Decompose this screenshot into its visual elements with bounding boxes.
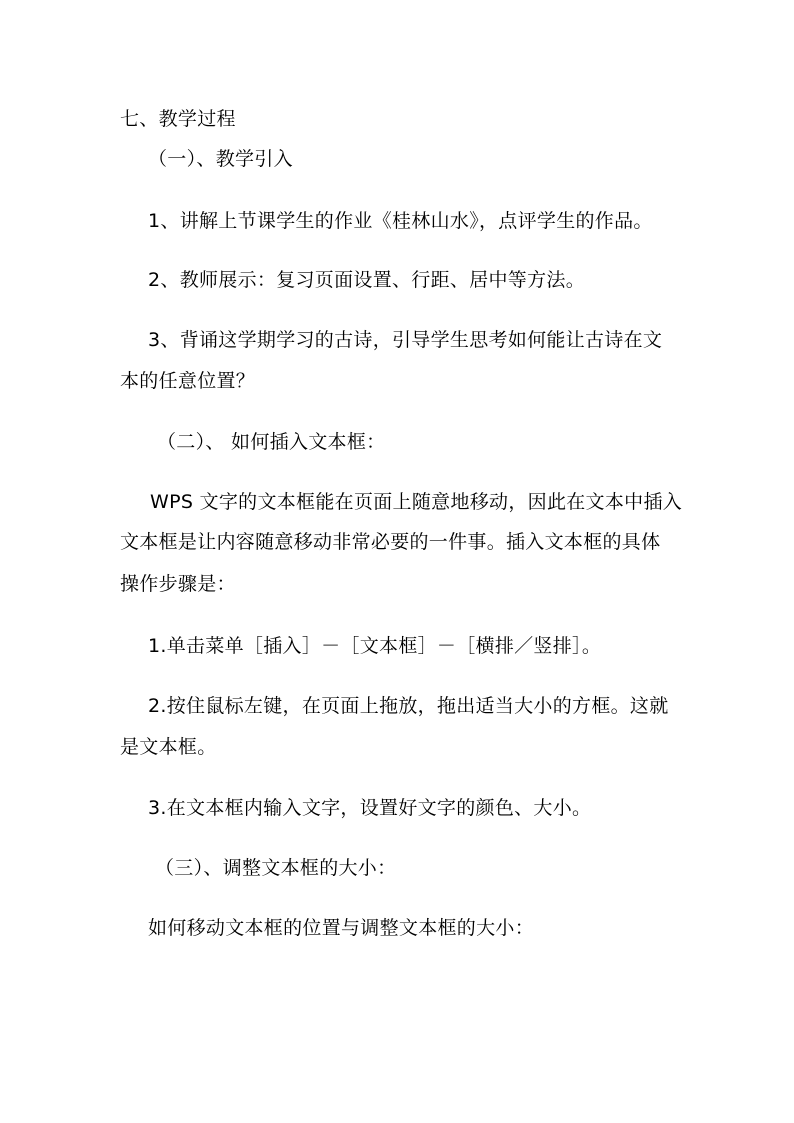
section2-intro-line-3: 操作步骤是： <box>120 573 236 595</box>
section2-intro-line-1: WPS 文字的文本框能在页面上随意地移动，因此在文本中插入 <box>150 491 683 513</box>
section1-item-3-continuation: 本的任意位置？ <box>120 370 256 392</box>
section2-title: （二）、 如何插入文本框： <box>157 431 386 453</box>
section1-item-3: 3、背诵这学期学习的古诗，引导学生思考如何能让古诗在文 <box>148 329 663 351</box>
section1-title: （一）、教学引入 <box>148 148 293 170</box>
section2-step-2-continuation: 是文本框。 <box>120 736 217 758</box>
section1-item-2: 2、教师展示：复习页面设置、行距、居中等方法。 <box>148 269 585 291</box>
section2-step-3: 3.在文本框内输入文字，设置好文字的颜色、大小。 <box>148 797 592 819</box>
section2-step-1: 1.单击菜单［插入］－［文本框］－［横排／竖排］。 <box>148 635 602 657</box>
section3-text: 如何移动文本框的位置与调整文本框的大小： <box>148 917 535 939</box>
section-heading: 七、教学过程 <box>120 108 236 130</box>
section3-title: （三）、调整文本框的大小： <box>155 857 397 879</box>
section2-intro-line-2: 文本框是让内容随意移动非常必要的一件事。插入文本框的具体 <box>120 531 661 553</box>
section2-step-2: 2.按住鼠标左键，在页面上拖放，拖出适当大小的方框。这就 <box>148 695 669 717</box>
section1-item-1: 1、讲解上节课学生的作业《桂林山水》，点评学生的作品。 <box>148 210 653 232</box>
